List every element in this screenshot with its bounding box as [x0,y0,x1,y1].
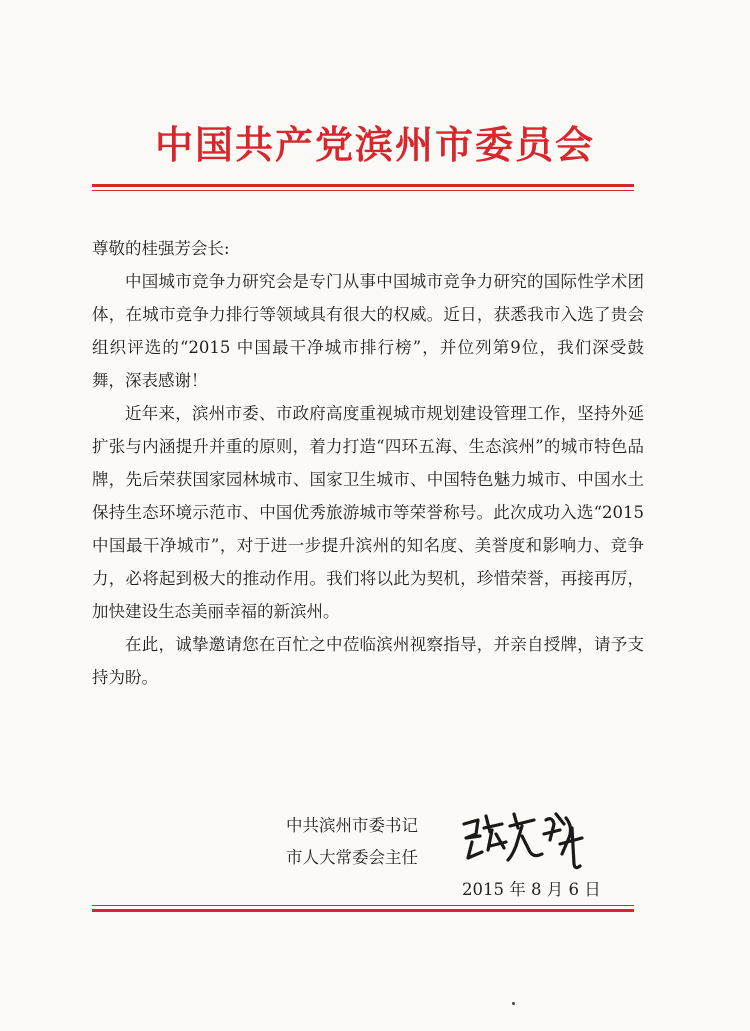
signatory-titles [286,810,418,874]
handwritten-signature [456,806,596,876]
paragraph-2: 近年来，滨州市委、市政府高度重视城市规划建设管理工作，坚持外延扩张与内涵提升并重的原则，着力打造“四环五海、生态滨州”的城市特色品牌，先后荣获国家园林城市、国家卫生城市、中国特色魅力城市、中国水土保持生态环境示范市、中国优秀旅游城市等荣誉称号。此次成功入选“2015 中国最干净城市”，对于进一步提升滨州的知名度、美誉度和影响力、竞争力，必将起到极大的推动作用。我们将以此为契机，珍惜荣誉，再接再厉，加快建设生态美丽幸福的新滨州。 [92,404,644,621]
paragraph-1: 中国城市竞争力研究会是专门从事中国城市竞争力研究的国际性学术团体，在城市竞争力排行等领域具有很大的权威。近日，获悉我市入选了贵会组织评选的“2015 中国最干净城市排行榜”，并位列第9位，我们深受鼓舞，深表感谢！ [92,272,644,390]
footer-rule-thick [92,909,634,912]
signatory-title-2: 市人大常委会主任 [286,848,418,867]
letterhead-title: 中国共产党滨州市委员会 [154,122,595,167]
signatory-title-1: 中共滨州市委书记 [286,816,418,835]
letterhead-rule-thick [92,184,634,187]
speck [512,1002,515,1005]
salutation: 尊敬的桂强芳会长: [92,239,230,258]
paragraph-3: 在此，诚挚邀请您在百忙之中莅临滨州视察指导，并亲自授牌，请予支持为盼。 [92,635,644,687]
letterhead-rule-thin [92,190,634,191]
letter-body [92,232,644,694]
footer-rule-thin [92,905,634,906]
letter-date: 2015 年 8 月 6 日 [462,880,601,899]
